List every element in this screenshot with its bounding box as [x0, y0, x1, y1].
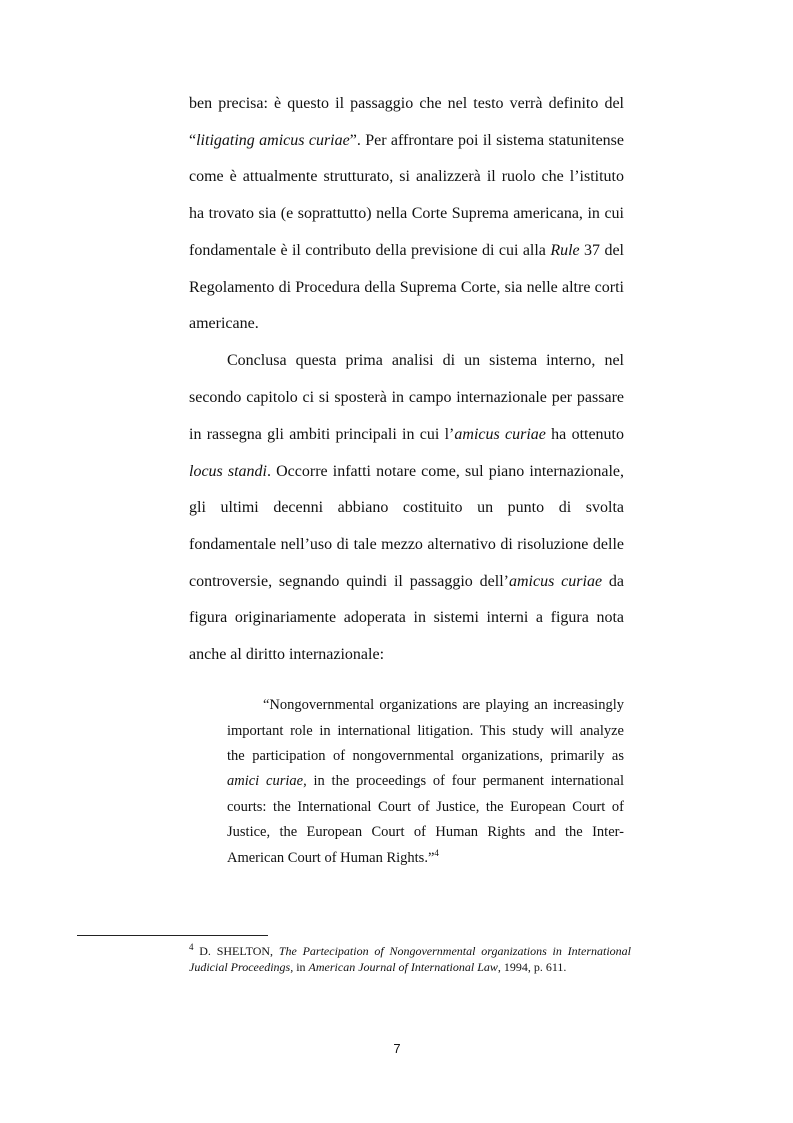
text-line: ben precisa: è questo il passaggio che nel testo verrà definito del: [189, 95, 624, 112]
footnote-line: Judicial Proceedings, in American Journal of International Law, 1994, p. 611.: [189, 960, 567, 974]
quote-line: important role in international litigation. This study will analyze: [227, 723, 624, 739]
text-line: locus standi. Occorre infatti notare come, sul piano internazionale,: [189, 463, 625, 480]
footnote-ref[interactable]: 4: [434, 848, 439, 859]
quote-line: American Court of Human Rights.”$^4$: [227, 848, 439, 866]
quote-line: amici curiae, in the proceedings of four permanent international: [227, 773, 624, 789]
text-line: gli ultimi decenni abbiano costituito un punto di svolta: [189, 499, 624, 516]
text-line: secondo capitolo ci si sposterà in campo internazionale per passare: [189, 389, 624, 406]
footnote-separator: [77, 935, 268, 936]
footnote-number: 4: [189, 942, 194, 952]
text-line: come è attualmente strutturato, si analizzerà il ruolo che l’istituto: [189, 168, 624, 185]
text-line: fondamentale nell’uso di tale mezzo alternativo di risoluzione delle: [189, 536, 624, 553]
page-number: 7: [393, 1041, 401, 1056]
text-line: “litigating amicus curiae”. Per affrontare poi il sistema statunitense: [189, 132, 624, 149]
text-line: Conclusa questa prima analisi di un sistema interno, nel: [227, 352, 624, 369]
quote-line: “Nongovernmental organizations are playing an increasingly: [263, 697, 624, 713]
quote-line: the participation of nongovernmental organizations, primarily as: [227, 748, 624, 764]
text-line: Regolamento di Procedura della Suprema Corte, sia nelle altre corti: [189, 279, 624, 296]
footnote-line: $^4$ D. SHELTON, The Partecipation of Nongovernmental organizations in International: [189, 942, 631, 958]
text-line: in rassegna gli ambiti principali in cui l’amicus curiae ha ottenuto: [189, 426, 625, 443]
quote-line: Justice, the European Court of Human Rights and the Inter-: [227, 824, 624, 840]
text-line: anche al diritto internazionale:: [189, 646, 385, 663]
text-line: fondamentale è il contributo della previsione di cui alla Rule 37 del: [189, 242, 624, 259]
text-line: ha trovato sia (e soprattutto) nella Corte Suprema americana, in cui: [189, 205, 624, 222]
text-line: figura originariamente adoperata in sistemi interni a figura nota: [189, 609, 624, 626]
quote-line: courts: the International Court of Justice, the European Court of: [227, 799, 624, 815]
text-line: controversie, segnando quindi il passaggio dell’amicus curiae da: [189, 573, 625, 590]
text-line: americane.: [189, 315, 259, 332]
